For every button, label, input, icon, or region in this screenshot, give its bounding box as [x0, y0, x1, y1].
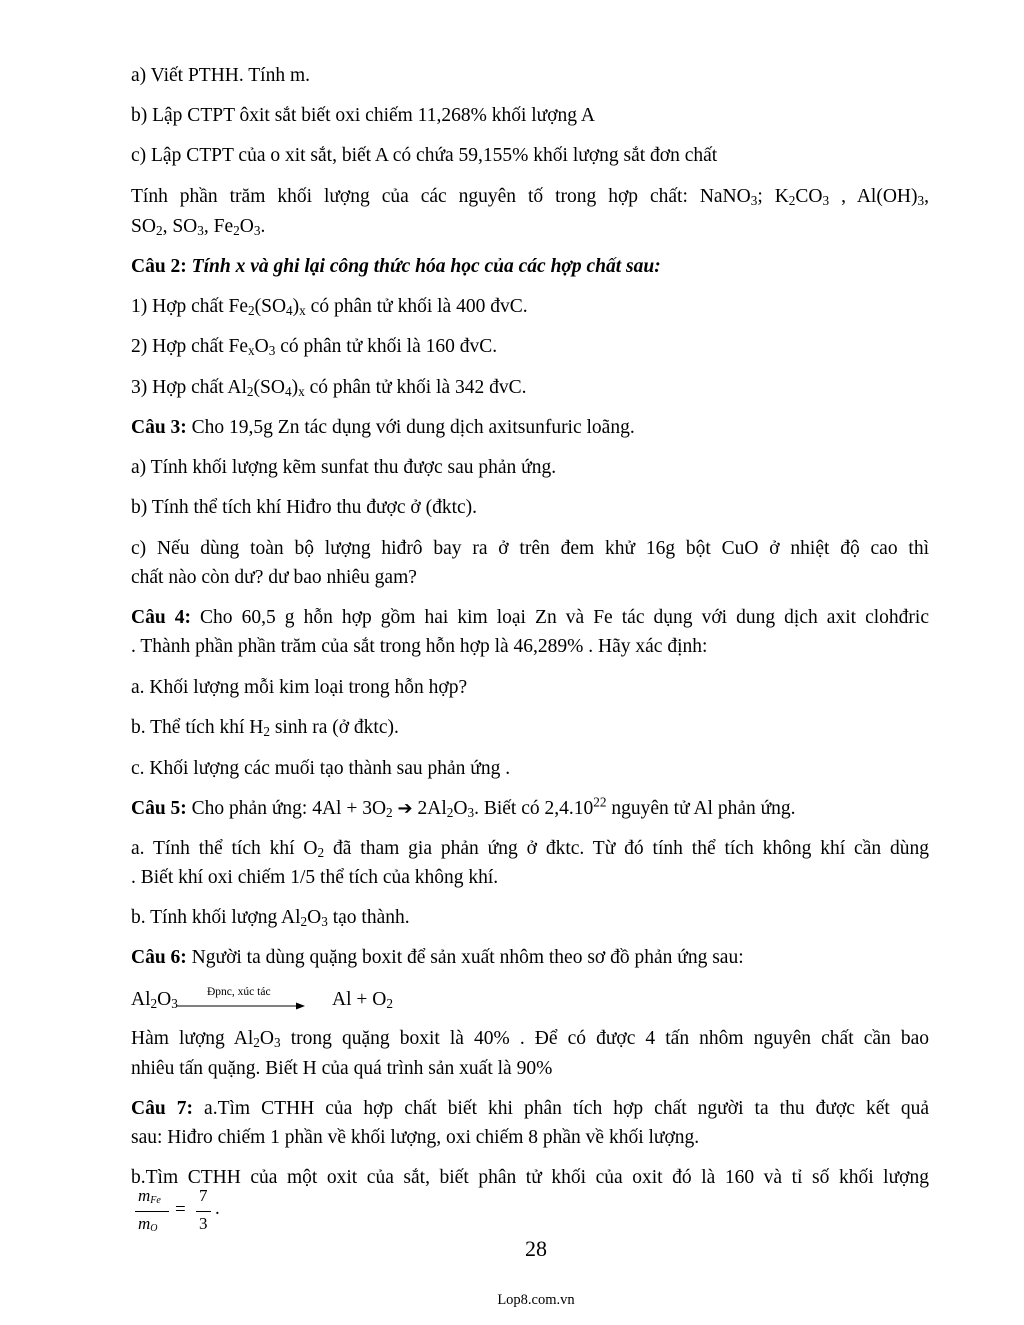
question-heading: Câu 4: Cho 60,5 g hỗn hợp gồm hai kim loại Zn và Fe tác dụng với dung dịch axit clohđric — [131, 607, 929, 628]
reactant: $Al_2O_3$ — [131, 989, 178, 1011]
equals-sign: = — [175, 1199, 186, 1220]
reaction-arrow-icon — [177, 1002, 305, 1010]
text-line: b. Tính khối lượng $Al_2O_3$ tạo thành. — [131, 907, 410, 929]
reaction-scheme — [131, 988, 431, 1014]
text-line: 2) Hợp chất $Fe_xO_3$ có phân tử khối là 160 đvC. — [131, 336, 498, 358]
ratio-numerator: 7 — [199, 1186, 208, 1205]
footer-site: Lop8.com.vn — [497, 1292, 575, 1308]
text-line: 1) Hợp chất $Fe_2(SO_4)_x$ có phân tử khối là 400 đvC. — [131, 296, 528, 318]
text-line: a. Tính thể tích khí $O_2$ đã tham gia phản ứng ở đktc. Từ đó tính thể tích không khí cần dùng — [131, 838, 929, 860]
question-heading: Câu 5: Cho phản ứng: $4Al + 3O_2$ ➔ $2Al_2O_3$. Biết có 2,4.10$^{22}$ nguyên tử Al phản ứng. — [131, 794, 796, 820]
page-number: 28 — [525, 1236, 547, 1261]
text-line: . Biết khí oxi chiếm 1/5 thể tích của không khí. — [131, 867, 499, 888]
right-arrow-icon: ➔ — [397, 798, 413, 819]
period: . — [215, 1198, 220, 1219]
text-line: c) Nếu dùng toàn bộ lượng hiđrô bay ra ở trên đem khử 16g bột CuO ở nhiệt độ cao thì — [131, 538, 929, 559]
text-line: a) Viết PTHH. Tính m. — [131, 65, 311, 86]
fraction-bar — [135, 1211, 169, 1212]
text-line: a. Khối lượng mỗi kim loại trong hỗn hợp? — [131, 677, 468, 698]
ratio-denominator: 3 — [199, 1214, 208, 1233]
text-line: b. Thể tích khí $H_2$ sinh ra (ở đktc). — [131, 717, 399, 739]
text-line: b) Lập CTPT ôxit sắt biết oxi chiếm 11,268% khối lượng A — [131, 105, 595, 126]
text-line: Tính phần trăm khối lượng của các nguyên tố trong hợp chất: NaNO$_3$; $K_2CO_3$ , $Al(OH)_3$, — [131, 186, 929, 208]
fraction-numerator: $m_{Fe}$ — [138, 1186, 161, 1207]
text-line: chất nào còn dư? dư bao nhiêu gam? — [131, 567, 417, 588]
text-line: sau: Hiđro chiếm 1 phần về khối lượng, oxi chiếm 8 phần về khối lượng. — [131, 1127, 700, 1148]
product: $Al + O_2$ — [332, 989, 393, 1011]
text-line: 3) Hợp chất $Al_2(SO_4)_x$ có phân tử khối là 342 đvC. — [131, 377, 527, 399]
fraction-denominator: $m_O$ — [138, 1214, 158, 1235]
text-line: . Thành phần phần trăm của sắt trong hỗn hợp là 46,289% . Hãy xác định: — [131, 636, 708, 657]
question-heading: Câu 6: Người ta dùng quặng boxit để sản xuất nhôm theo sơ đồ phản ứng sau: — [131, 947, 744, 968]
question-heading: Câu 7: a.Tìm CTHH của hợp chất biết khi phân tích hợp chất người ta thu được kết quả — [131, 1098, 930, 1119]
text-line: Hàm lượng $Al_2O_3$ trong quặng boxit là 40% . Để có được 4 tấn nhôm nguyên chất cần bao — [131, 1028, 929, 1050]
text-line: b) Tính thể tích khí Hiđro thu được ở (đktc). — [131, 497, 478, 518]
text-line: nhiêu tấn quặng. Biết H của quá trình sản xuất là 90% — [131, 1058, 553, 1079]
text-line: b.Tìm CTHH của một oxit của sắt, biết phân tử khối của oxit đó là 160 và tỉ số khối lượng — [131, 1167, 929, 1188]
mass-ratio-fraction — [131, 1186, 231, 1238]
text-line: a) Tính khối lượng kẽm sunfat thu được sau phản ứng. — [131, 457, 557, 478]
text-line: c) Lập CTPT của o xit sắt, biết A có chứa 59,155% khối lượng sắt đơn chất — [131, 145, 718, 166]
question-heading: Câu 2: Tính x và ghi lại công thức hóa học của các hợp chất sau: — [131, 256, 661, 277]
text-line: c. Khối lượng các muối tạo thành sau phản ứng . — [131, 758, 511, 779]
text-line: $SO_2$, $SO_3$, $Fe_2O_3$. — [131, 216, 266, 238]
ratio-bar — [196, 1211, 211, 1212]
reaction-condition: Đpnc, xúc tác — [207, 986, 271, 998]
question-heading: Câu 3: Cho 19,5g Zn tác dụng với dung dịch axitsunfuric loãng. — [131, 417, 635, 438]
